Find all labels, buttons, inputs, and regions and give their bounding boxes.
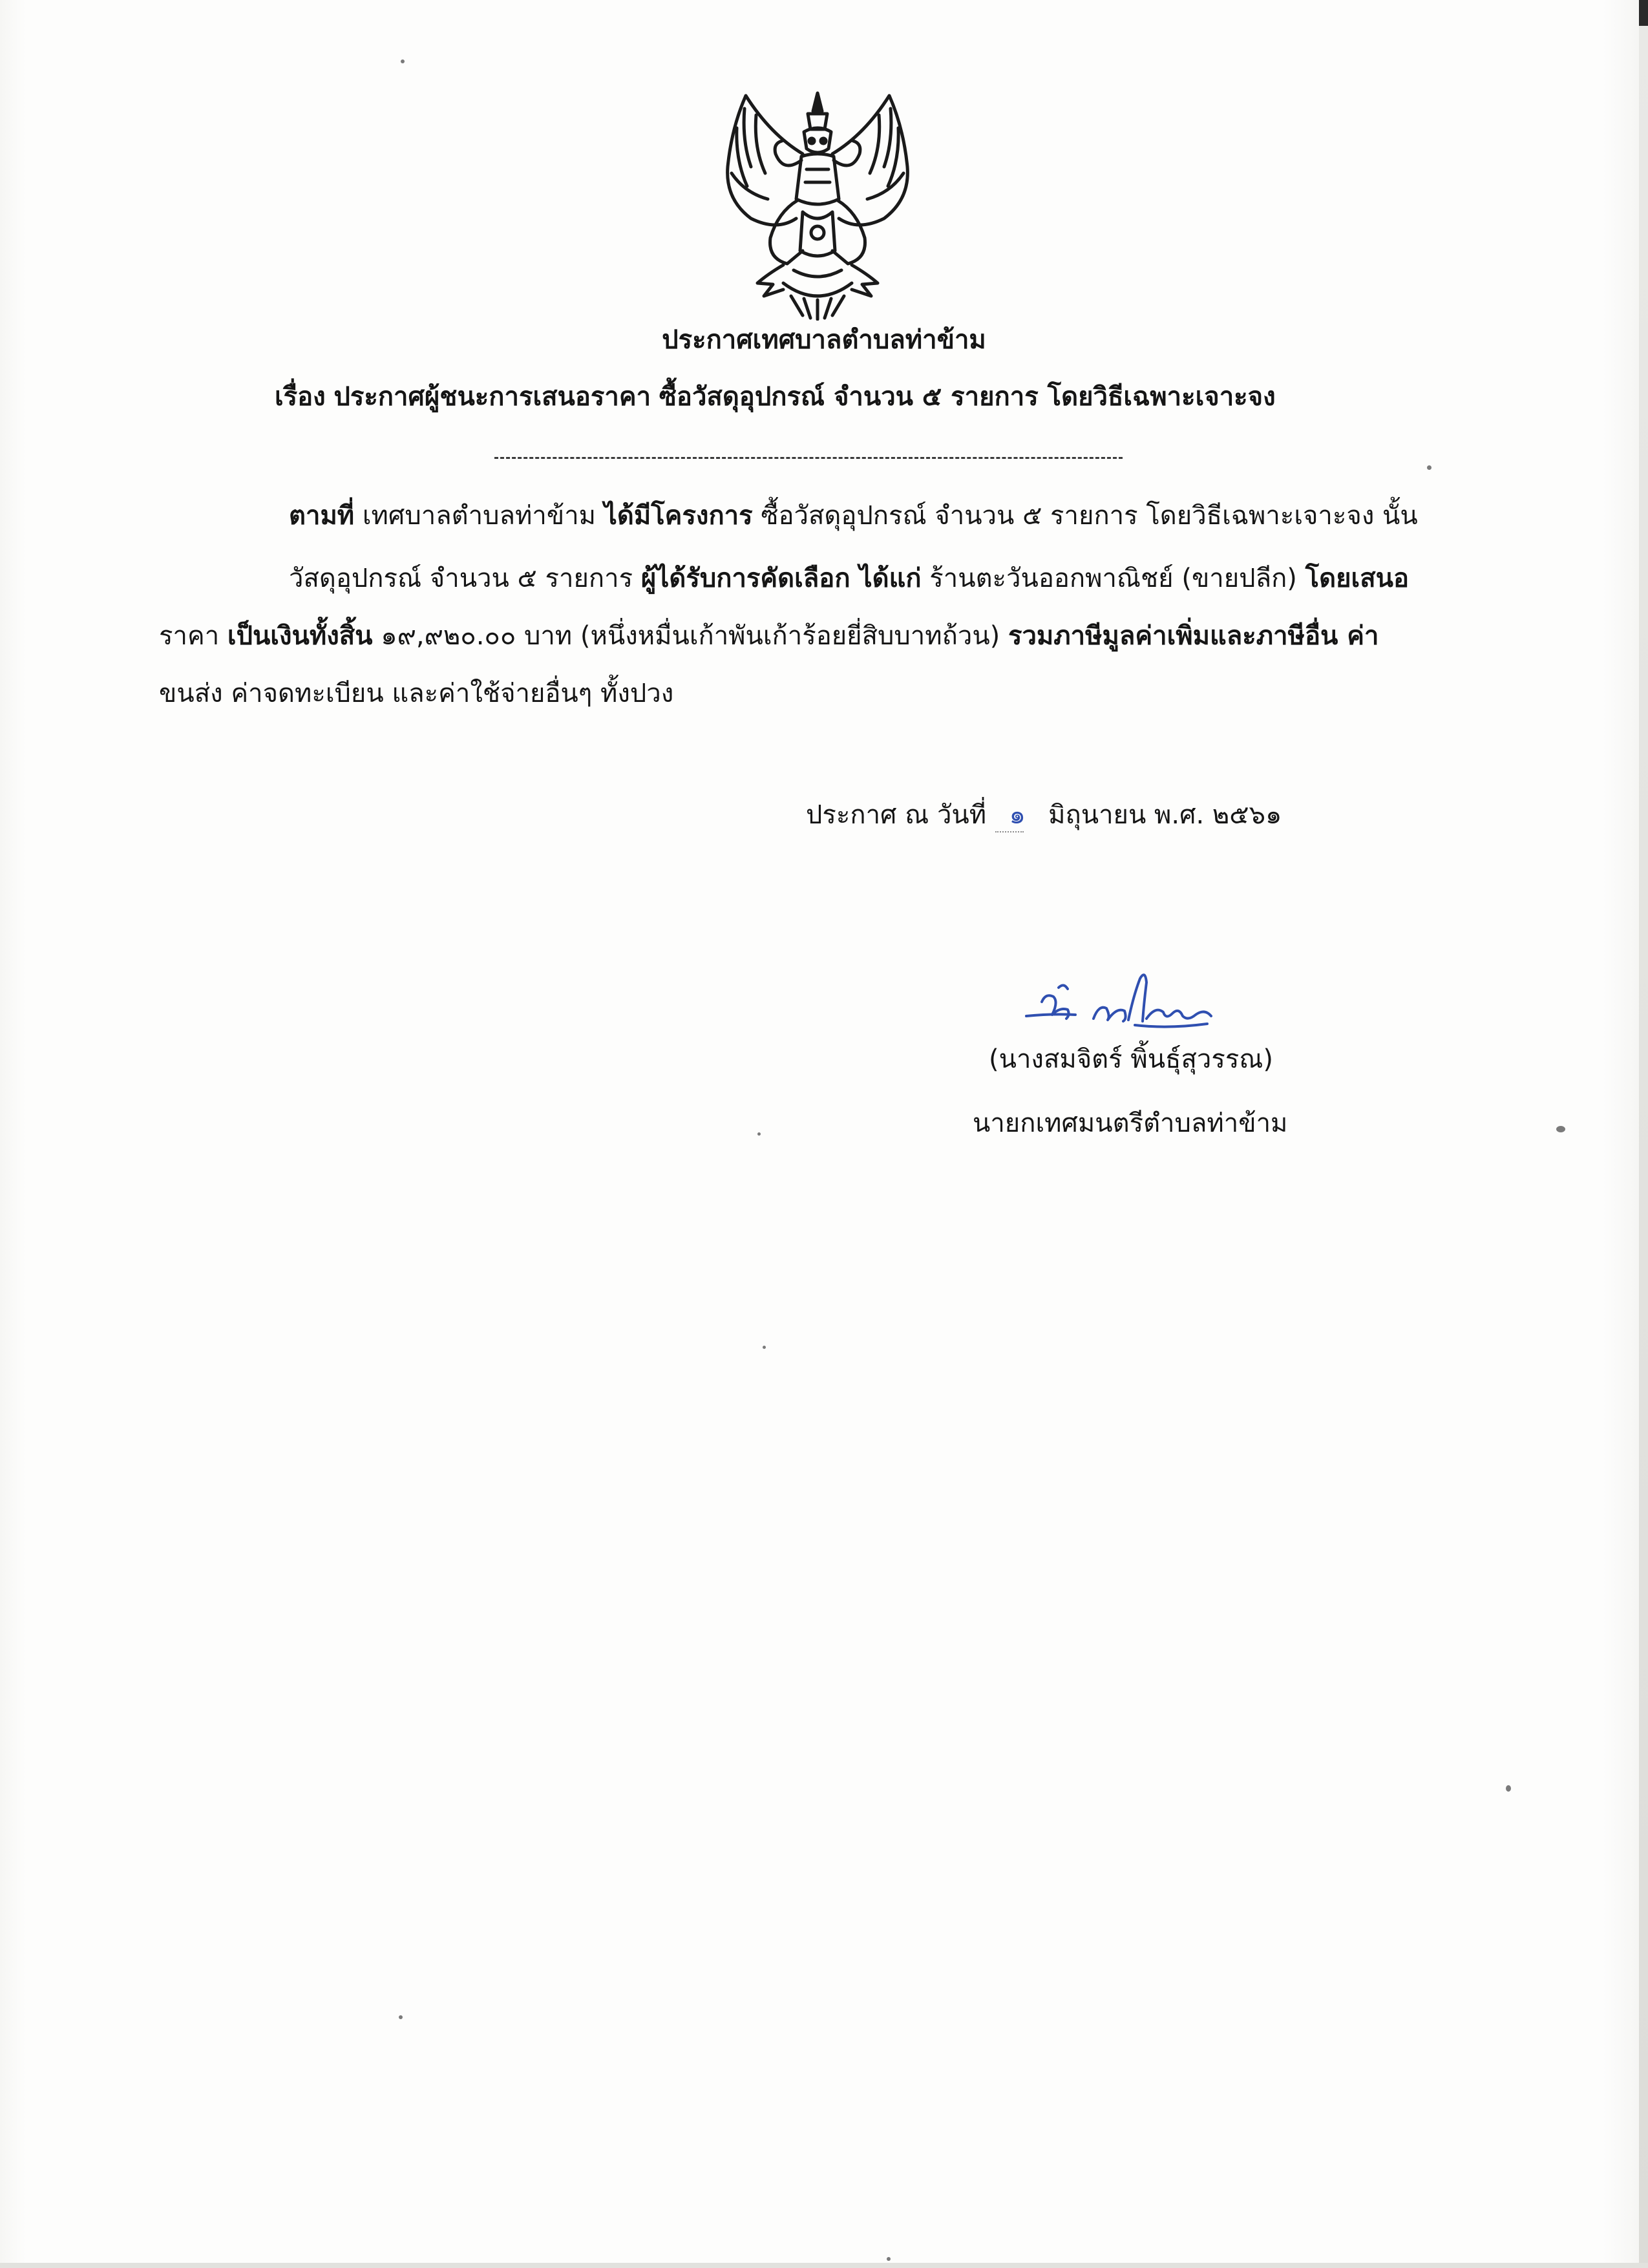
- date-month-year: มิถุนายน พ.ศ. ๒๕๖๑: [1048, 800, 1282, 830]
- scan-speck: [763, 1346, 766, 1349]
- subject-heading: ประกาศผู้ชนะการเสนอราคา: [333, 382, 651, 412]
- p1-project: ซื้อวัสดุอุปกรณ์ จำนวน ๕ รายการ โดยวิธีเฉพาะเจาะจง นั้น: [752, 501, 1418, 531]
- date-day: ๑: [1009, 800, 1026, 830]
- subject-line: [275, 379, 1276, 415]
- organization-title: ประกาศเทศบาลตำบลท่าข้าม: [662, 325, 986, 355]
- scan-speck: [757, 1132, 761, 1136]
- signatory-position: นายกเทศมนตรีตำบลท่าข้าม: [973, 1108, 1288, 1138]
- dashed-divider: [494, 457, 1123, 459]
- handwritten-signature: [1013, 957, 1233, 1041]
- p2-offer-label: โดยเสนอ: [1305, 564, 1409, 593]
- scan-speck: [1506, 1785, 1511, 1792]
- date-prefix: ประกาศ ณ วันที่: [806, 800, 987, 830]
- body-paragraph-line-4: ขนส่ง ค่าจดทะเบียน และค่าใช้จ่ายอื่นๆ ทั้งปวง: [159, 679, 674, 708]
- p1-project-label: ได้มีโครงการ: [604, 501, 753, 531]
- subject-detail: ซื้อวัสดุอุปกรณ์ จำนวน ๕ รายการ โดยวิธีเฉพาะเจาะจง: [659, 382, 1276, 412]
- body-paragraph-line-1: [289, 498, 1418, 534]
- p2-winner: ร้านตะวันออกพาณิชย์ (ขายปลีก): [921, 564, 1305, 593]
- p3-price: ราคา: [159, 621, 227, 651]
- scan-speck: [1556, 1126, 1565, 1132]
- p2-winner-label: ผู้ได้รับการคัดเลือก ได้แก่: [640, 564, 922, 593]
- scan-speck: [399, 2015, 403, 2019]
- scan-speck: [401, 59, 405, 63]
- p2-items: วัสดุอุปกรณ์ จำนวน ๕ รายการ: [289, 564, 641, 593]
- body-paragraph-line-3: [159, 618, 1379, 654]
- scan-speck: [1427, 465, 1431, 470]
- date-fill-line: [995, 831, 1024, 832]
- body-paragraph-line-2: [289, 560, 1409, 597]
- signatory-name: (นางสมจิตร์ พิ้นธุ์สุวรรณ): [989, 1044, 1274, 1074]
- p3-tax-note: รวมภาษีมูลค่าเพิ่มและภาษีอื่น ค่า: [1008, 621, 1379, 651]
- subject-label: เรื่อง: [275, 382, 326, 412]
- scan-edge-bottom: [0, 2263, 1648, 2268]
- p1-lead: ตามที่: [289, 501, 355, 531]
- p3-total-label: เป็นเงินทั้งสิ้น: [227, 621, 373, 651]
- p1-org: เทศบาลตำบลท่าข้าม: [354, 501, 604, 531]
- announcement-date: [806, 797, 1282, 833]
- garuda-emblem-icon: [706, 89, 929, 321]
- scan-speck: [887, 2257, 891, 2261]
- p3-amount: ๑๙,๙๒๐.๐๐ บาท (หนึ่งหมื่นเก้าพันเก้าร้อยยี่สิบบาทถ้วน): [372, 621, 1008, 651]
